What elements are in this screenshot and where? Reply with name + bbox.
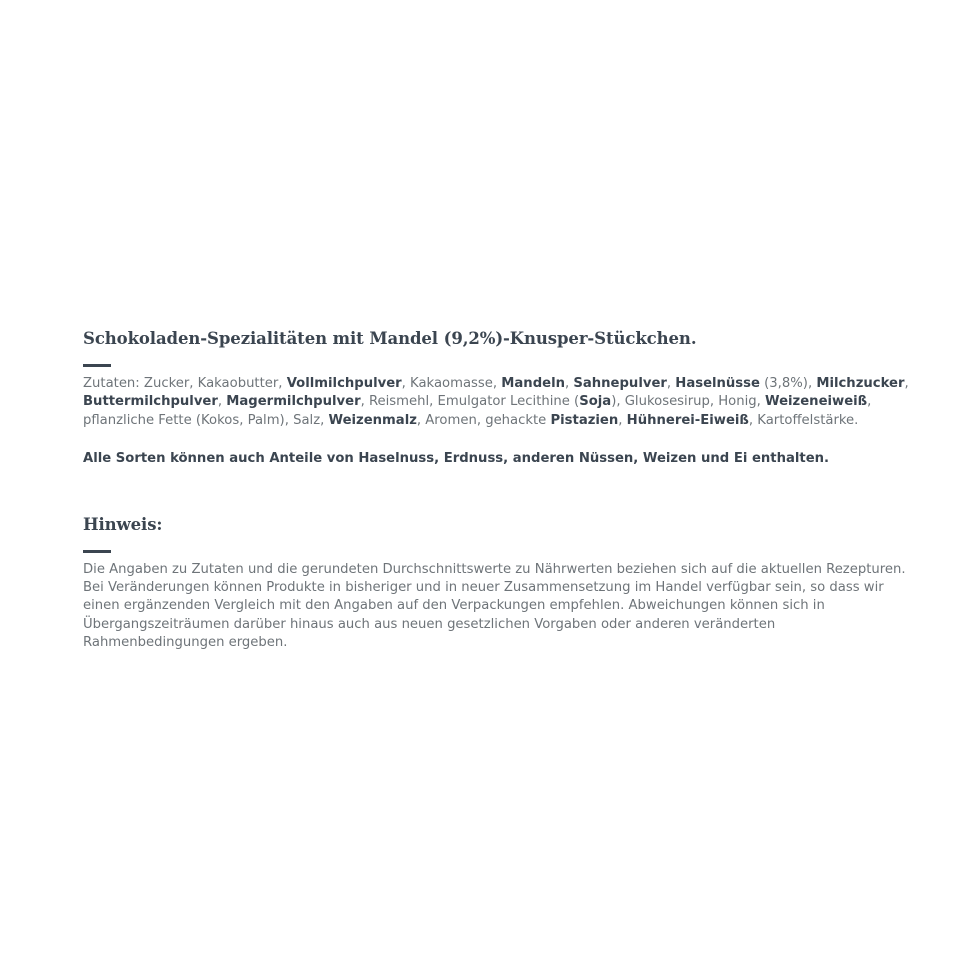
ingredient-text: ,	[564, 376, 574, 391]
ingredient-text: ), Glukosesirup, Honig,	[611, 394, 766, 410]
ingredient-text: , Aromen, gehackte	[416, 412, 551, 428]
allergen-ingredient: Buttermilchpulver	[83, 394, 218, 410]
ingredient-text: , pflanzliche Fette (Kokos, Palm), Salz,	[83, 394, 872, 428]
allergen-note: Alle Sorten können auch Anteile von Haselnuss, Erdnuss, anderen Nüssen, Weizen und Ei enthalten.	[83, 450, 830, 466]
allergen-ingredient: Vollmilchpulver	[286, 376, 402, 391]
allergen-ingredient: Sahnepulver	[573, 376, 667, 391]
product-info-section	[83, 328, 913, 652]
ingredients-list	[83, 375, 913, 430]
title-divider	[83, 364, 111, 367]
allergen-ingredient: Weizeneiweiß	[765, 394, 868, 410]
allergen-ingredient: Milchzucker	[816, 376, 905, 391]
ingredient-text: Zutaten: Zucker, Kakaobutter,	[83, 376, 287, 391]
ingredient-text: ,	[217, 394, 227, 410]
ingredient-text: ,	[904, 376, 909, 391]
ingredient-text: ,	[618, 412, 627, 428]
ingredient-text: ,	[666, 376, 676, 391]
allergen-ingredient: Hühnerei-Eiweiß	[626, 412, 749, 428]
allergen-ingredient: Pistazien	[550, 412, 619, 428]
allergen-ingredient: Weizenmalz	[328, 412, 417, 428]
allergen-ingredient: Mandeln	[501, 376, 565, 391]
ingredient-text: , Reismehl, Emulgator Lecithine (	[360, 394, 580, 410]
product-title: Schokoladen-Spezialitäten mit Mandel (9,2%)-Knusper-Stückchen.	[83, 329, 697, 348]
allergen-ingredient: Soja	[579, 394, 612, 410]
allergen-ingredient: Haselnüsse	[675, 376, 760, 391]
ingredient-text: , Kakaomasse,	[401, 376, 502, 391]
hinweis-divider	[83, 550, 111, 553]
allergen-ingredient: Magermilchpulver	[226, 394, 361, 410]
hinweis-text: Die Angaben zu Zutaten und die gerundeten Durchschnittswerte zu Nährwerten beziehen sich auf die aktuellen Rezepturen. Bei Veränderungen können Produkte in bisheriger und in neuer Zusammensetzung im Handel verfügbar sein, so dass wir einen ergänzenden Vergleich mit den Angaben auf den Verpackungen empfehlen. Abweichungen können sich in Übergangszeiträumen darüber hinaus auch aus neuen gesetzlichen Vorgaben oder anderen veränderten Rahmenbedingungen ergeben.	[83, 561, 906, 651]
ingredient-text: , Kartoffelstärke.	[748, 412, 859, 428]
hinweis-title: Hinweis:	[83, 514, 163, 534]
ingredient-text: (3,8%),	[759, 376, 817, 391]
